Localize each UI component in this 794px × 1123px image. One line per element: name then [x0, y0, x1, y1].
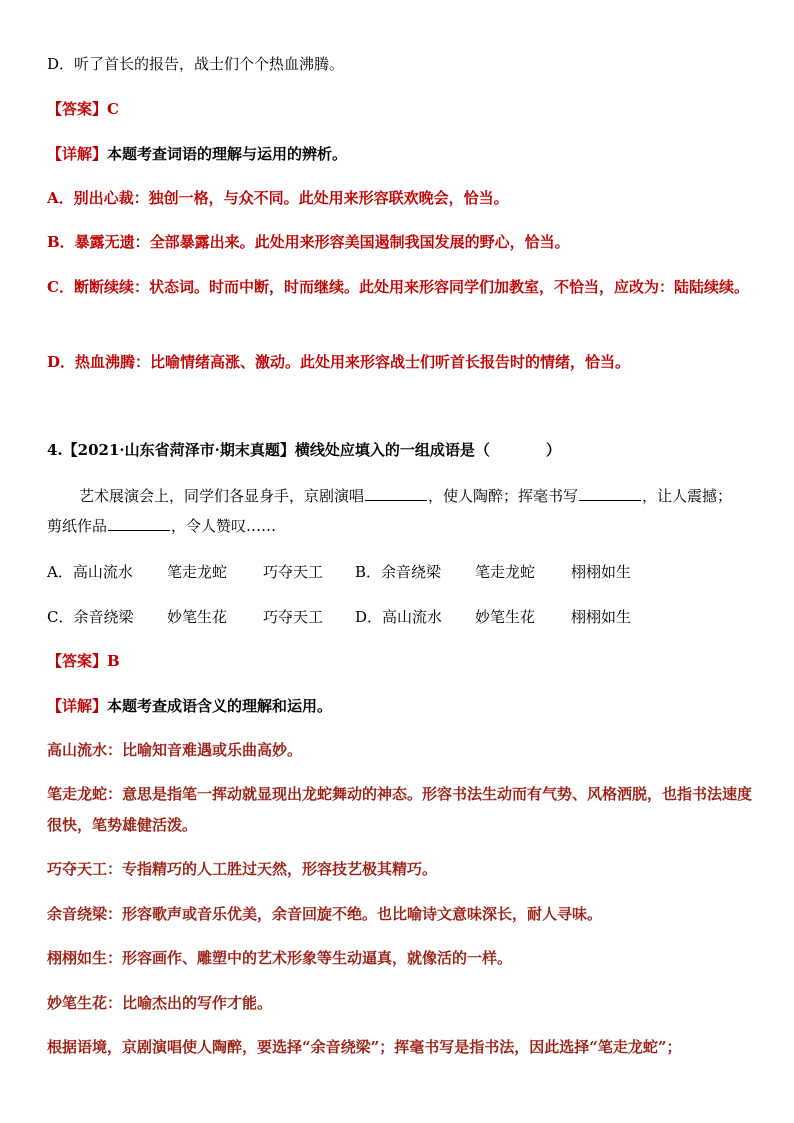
detail-text: 本题考查词语的理解与运用的辨析。: [107, 145, 348, 163]
option-d-idiom-2: 妙笔生花: [475, 608, 536, 626]
question-paren-close: ）: [545, 441, 561, 459]
option-b-idiom-2: 笔走龙蛇: [475, 563, 536, 581]
q3-detail: [47, 144, 757, 164]
q4-explanation-6: 妙笔生花：比喻杰出的写作才能。: [47, 994, 273, 1012]
q4-passage-line-2: [47, 516, 757, 536]
answer-value: B: [107, 652, 120, 670]
q4-explanation-7: 根据语境，京剧演唱使人陶醉，要选择“余音绕梁”；挥毫书写是指书法，因此选择“笔走龙蛇”；: [47, 1038, 682, 1056]
q4-passage-line-1: [79, 486, 789, 506]
passage-text: ，让人震撼；: [642, 487, 733, 505]
detail-text: 本题考查成语含义的理解和运用。: [107, 697, 333, 715]
answer-label: 【答案】: [47, 652, 108, 670]
q4-question: [47, 440, 757, 460]
fill-blank: [365, 486, 427, 501]
option-b-idiom-3: 栩栩如生: [571, 563, 632, 581]
detail-label: 【详解】: [47, 697, 108, 715]
q4-explanation-2: 笔走龙蛇：意思是指笔一挥动就显现出龙蛇舞动的神态。形容书法生动而有气势、风格洒脱，也指书法速度很快，笔势雄健活泼。: [47, 785, 753, 834]
q4-answer: [47, 651, 757, 671]
passage-text: ，令人赞叹……: [171, 517, 277, 535]
q4-explanation-3: 巧夺天工：专指精巧的人工胜过天然，形容技艺极其精巧。: [47, 860, 438, 878]
option-d-idiom-3: 栩栩如生: [571, 608, 632, 626]
q3-answer: [47, 99, 757, 119]
option-a-idiom-3: 巧夺天工: [263, 563, 324, 581]
q3-explanation-c: C．断断续续：状态词。时而中断，时而继续。此处用来形容同学们加教室，不恰当，应改为：陆陆续续。: [47, 278, 749, 296]
q3-explanation-a: A．别出心裁：独创一格，与众不同。此处用来形容联欢晚会，恰当。: [47, 189, 509, 207]
option-c-idiom-2: 妙笔生花: [167, 608, 228, 626]
detail-label: 【详解】: [47, 145, 108, 163]
fill-blank: [108, 516, 170, 531]
question-number: 4.: [47, 441, 63, 459]
q3-explanation-d: D．热血沸腾：比喻情绪高涨、激动。此处用来形容战士们听首长报告时的情绪，恰当。: [47, 353, 631, 371]
passage-text: 剪纸作品: [47, 517, 108, 535]
option-c-idiom-3: 巧夺天工: [263, 608, 324, 626]
answer-value: C: [107, 100, 119, 118]
q4-detail: [47, 696, 757, 716]
option-d: D．高山流水: [355, 608, 443, 626]
q4-explanation-5: 栩栩如生：形容画作、雕塑中的艺术形象等生动逼真，就像活的一样。: [47, 949, 513, 967]
passage-text: 艺术展演会上，同学们各显身手，京剧演唱: [79, 487, 365, 505]
option-c: C．余音绕梁: [47, 608, 134, 626]
option-a-idiom-2: 笔走龙蛇: [167, 563, 228, 581]
answer-label: 【答案】: [47, 100, 108, 118]
q4-explanation-4: 余音绕梁：形容歌声或音乐优美，余音回旋不绝。也比喻诗文意味深长，耐人寻味。: [47, 905, 603, 923]
question-stem: 横线处应填入的一组成语是（: [294, 441, 490, 459]
option-b: B．余音绕梁: [355, 563, 442, 581]
question-source: 【2021·山东省菏泽市·期末真题】: [62, 441, 295, 459]
q3-option-d: D．听了首长的报告，战士们个个热血沸腾。: [47, 55, 345, 73]
q3-explanation-b: B．暴露无遗：全部暴露出来。此处用来形容美国遏制我国发展的野心，恰当。: [47, 233, 570, 251]
option-a: A．高山流水: [47, 563, 133, 581]
q4-explanation-1: 高山流水：比喻知音难遇或乐曲高妙。: [47, 741, 303, 759]
passage-text: ，使人陶醉；挥毫书写: [428, 487, 579, 505]
fill-blank: [579, 486, 641, 501]
